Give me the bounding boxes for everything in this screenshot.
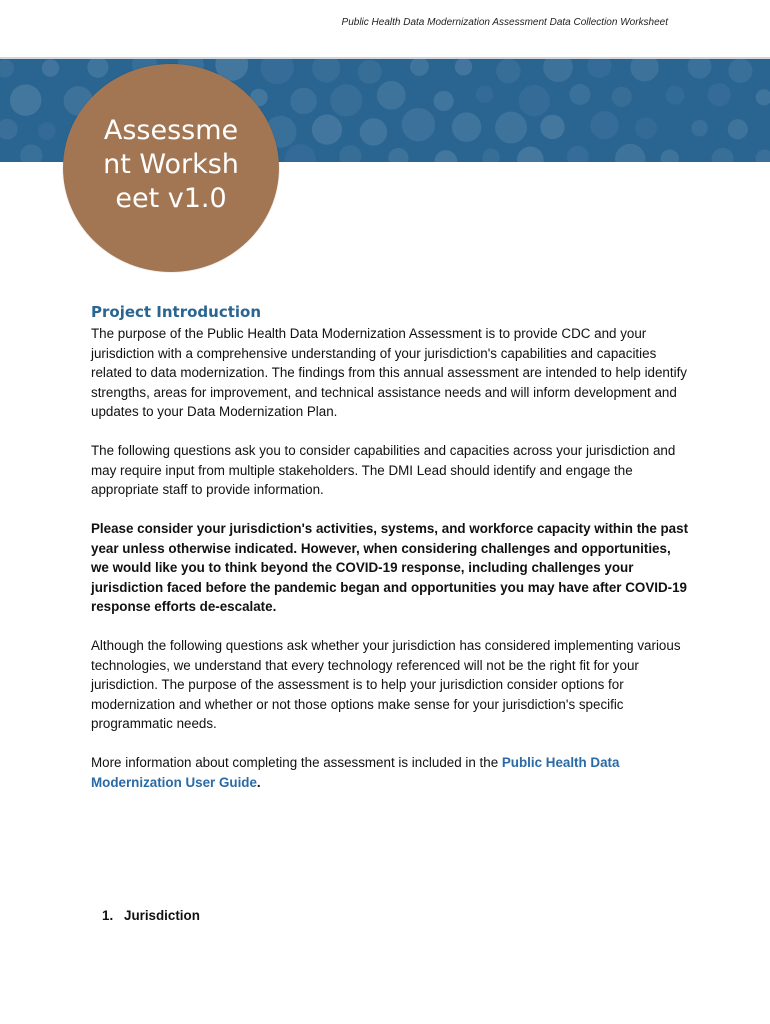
intro-paragraph-purpose: The purpose of the Public Health Data Modernization Assessment is to provide CDC and your jurisdiction with a comprehensive understanding of your jurisdiction's capabilities and capacities related to data modernization. The findings from this annual assessment are intended to help identify strengths, areas for improvement, and technical assistance needs and will inform development and updates to your Data Modernization Plan. <box>91 326 687 419</box>
banner-dot <box>630 59 658 81</box>
more-info-suffix: . <box>256 774 261 790</box>
banner-dot <box>756 89 770 105</box>
banner-dot <box>410 59 429 76</box>
banner-dot <box>615 144 645 162</box>
banner-dot <box>755 149 770 162</box>
banner-dot <box>434 150 457 162</box>
banner-dot <box>590 111 618 139</box>
worksheet-title: Assessment Worksheet v1.0 <box>103 115 239 214</box>
banner-dot <box>635 117 657 139</box>
banner-dot <box>402 108 436 142</box>
banner-dot <box>20 144 42 162</box>
banner-dot <box>358 60 382 84</box>
project-introduction <box>91 302 691 812</box>
banner-dot <box>612 87 632 107</box>
banner-dot <box>360 118 387 145</box>
banner-dot <box>42 59 59 76</box>
banner-dot <box>519 85 550 116</box>
intro-paragraph-more-info <box>91 753 691 792</box>
banner-dot <box>452 112 482 142</box>
banner-dot <box>388 148 408 162</box>
intro-paragraph-technologies: Although the following questions ask whether your jurisdiction has considered implementing various technologies, we understand that every technology referenced will not be the right fit for your jurisdiction. The purpose of the assessment is to help your jurisdiction consider options for modernization and whether or not those options make sense for your jurisdiction's specific programmatic needs. <box>91 638 681 731</box>
banner-dot <box>10 84 41 115</box>
question-jurisdiction <box>102 908 200 923</box>
banner-dot <box>339 145 361 162</box>
banner-dot <box>587 59 611 78</box>
question-label: Jurisdiction <box>124 908 200 923</box>
banner-dot <box>517 146 544 162</box>
banner-dot <box>540 115 564 139</box>
banner-dot <box>312 59 340 82</box>
banner-dot <box>567 146 589 162</box>
banner-dot <box>482 149 500 162</box>
banner-dot <box>261 59 294 84</box>
banner-dot <box>0 119 18 140</box>
banner-dot <box>377 81 406 110</box>
banner-dot <box>708 83 731 106</box>
banner-dot <box>476 86 493 103</box>
banner-dot <box>0 59 14 77</box>
intro-paragraph-instructions: Please consider your jurisdiction's activities, systems, and workforce capacity within the past year unless otherwise indicated. However, when considering challenges and opportunities, we would like you to think beyond the COVID-19 response, including challenges your jurisdiction faced before the pandemic began and opportunities you may have after COVID-19 response efforts de-escalate. <box>91 521 689 614</box>
question-number: 1. <box>102 908 114 923</box>
banner-dot <box>728 59 752 83</box>
banner-dot <box>285 144 316 162</box>
banner-dot <box>495 112 527 144</box>
banner-dot <box>569 84 590 105</box>
user-guide-link[interactable]: Public Health Data Modernization User Guide <box>91 755 620 790</box>
banner-dot <box>38 122 55 139</box>
banner-dot <box>330 84 362 116</box>
banner-dot <box>434 91 454 111</box>
running-header: Public Health Data Modernization Assessment Data Collection Worksheet <box>341 17 668 28</box>
banner-dot <box>312 115 342 145</box>
banner-dot <box>712 148 734 162</box>
banner-dot <box>688 59 712 79</box>
title-badge <box>63 64 279 272</box>
section-title: Project Introduction <box>91 303 262 321</box>
banner-dot <box>543 59 573 82</box>
intro-paragraph-stakeholders: The following questions ask you to consider capabilities and capacities across your jurisdiction and may require input from multiple stakeholders. The DMI Lead should identify and engage the appropriate staff to provide information. <box>91 443 676 497</box>
banner-dot <box>290 88 317 115</box>
banner-dot <box>728 119 748 139</box>
banner-dot <box>455 59 472 76</box>
banner-dot <box>496 59 520 83</box>
banner-dot <box>661 149 679 162</box>
more-info-text: More information about completing the assessment is included in the <box>91 755 502 770</box>
banner-dot <box>665 86 684 105</box>
banner-dot <box>691 120 708 137</box>
banner-dot <box>87 59 108 78</box>
